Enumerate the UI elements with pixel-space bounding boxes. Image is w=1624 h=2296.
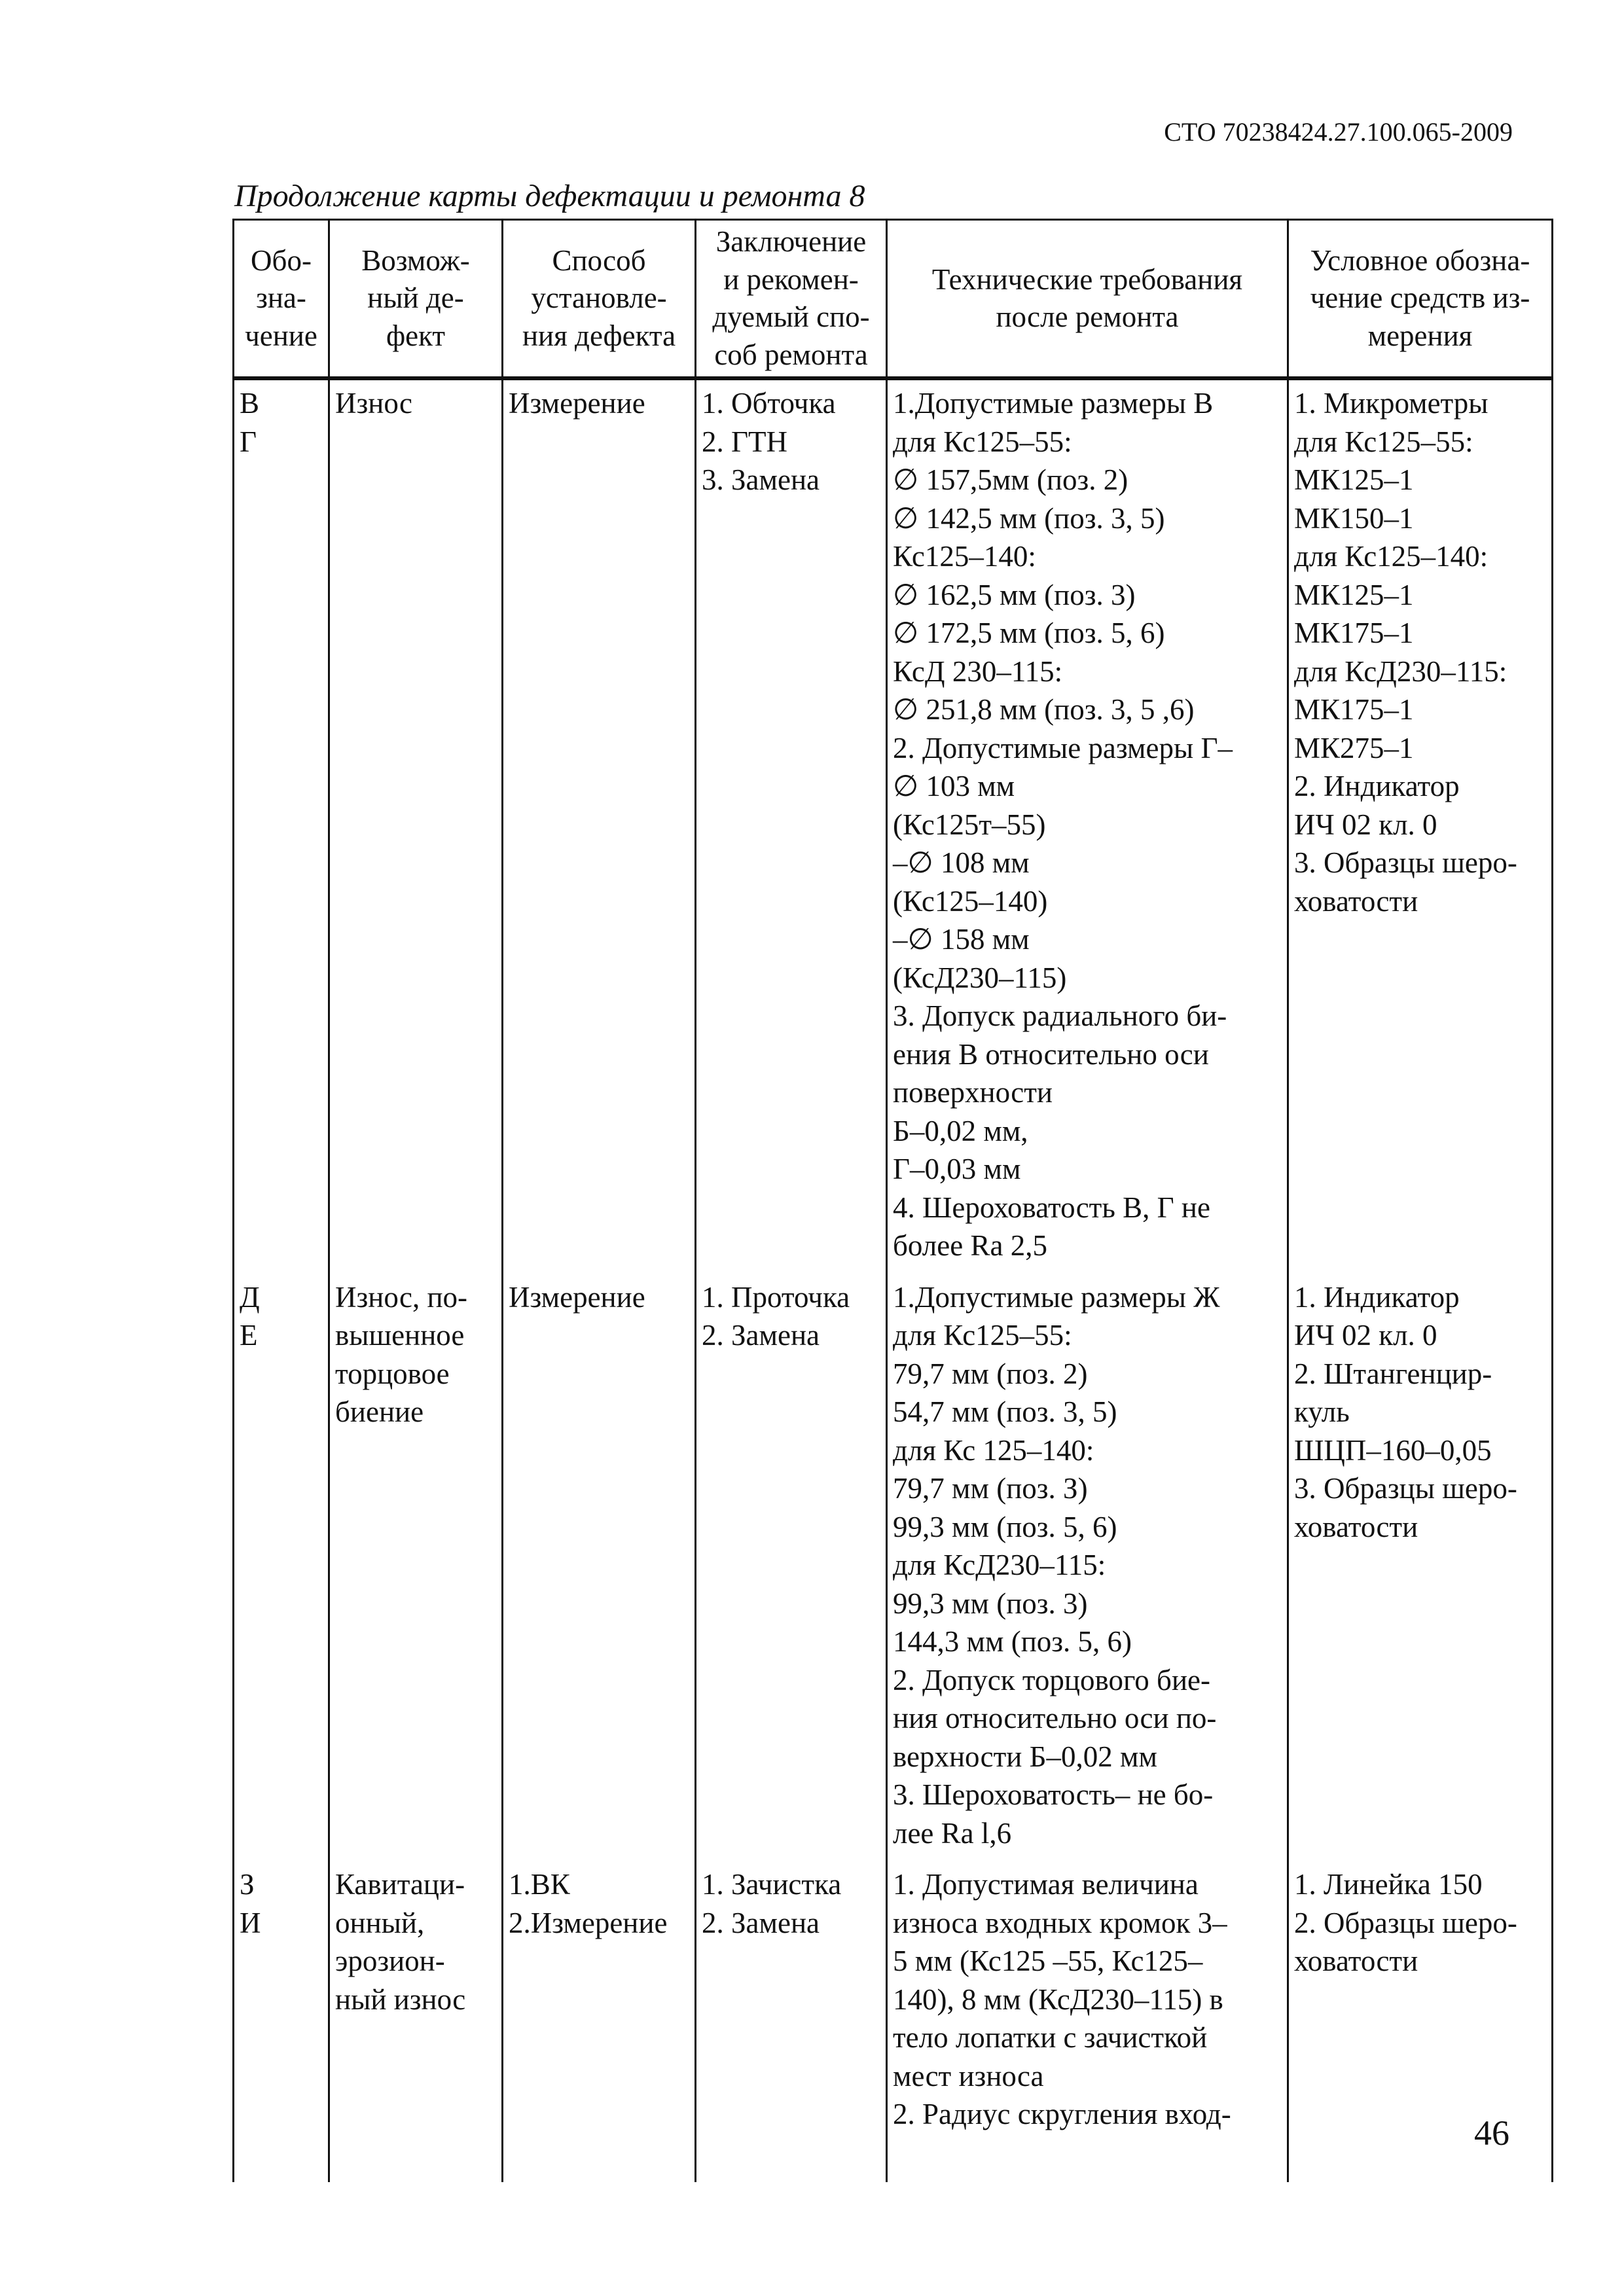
requirements-text-line: более Ra 2,5 (893, 1229, 1047, 1263)
requirements-text-line: тело лопатки с зачисткой (893, 2021, 1208, 2054)
header-conclusion-line: соб ремонта (714, 338, 868, 371)
table-caption: Продолжение карты дефектации и ремонта 8 (234, 179, 865, 213)
cell-conclusion (696, 1274, 887, 1862)
requirements-text-line: 2. Допуск торцового бие- (893, 1663, 1210, 1696)
conclusion-text-line: 2. Замена (702, 1906, 820, 1939)
instruments-text-line: ШЦП–160–0,05 (1294, 1433, 1492, 1467)
header-method-line: ния дефекта (522, 319, 676, 352)
requirements-text-line: КсД 230–115: (893, 655, 1063, 688)
cell-requirements (887, 1274, 1288, 1862)
defect-text-line: Кавитаци- (335, 1868, 465, 1901)
requirements-text-line: ∅ 162,5 мм (поз. 3) (893, 578, 1136, 611)
cell-instruments (1288, 1274, 1553, 1862)
requirements-text-line: 79,7 мм (поз. 2) (893, 1357, 1088, 1390)
conclusion-text-line: 1. Обточка (702, 387, 836, 420)
defect-text-line: Износ, по- (335, 1280, 468, 1314)
cell-conclusion (696, 378, 887, 1274)
header-defect-line: фект (386, 319, 446, 352)
requirements-text-line: (Кс125–140) (893, 884, 1048, 918)
header-designation-line: чение (245, 319, 317, 352)
requirements-text-line: для КсД230–115: (893, 1549, 1106, 1582)
header-designation (234, 220, 329, 379)
method-text-line: Измерение (509, 1280, 645, 1314)
requirements-text-line: ния относительно оси по- (893, 1702, 1217, 1735)
requirements-text-line: (КсД230–115) (893, 961, 1067, 994)
header-method (503, 220, 696, 379)
instruments-text-line: МК125–1 (1294, 463, 1414, 497)
defect-text-line: вышенное (335, 1319, 465, 1352)
requirements-text-line: лее Ra l,6 (893, 1816, 1012, 1850)
header-requirements-line: Технические требования (931, 262, 1243, 296)
instruments-text-line: 1. Линейка 150 (1294, 1868, 1483, 1901)
requirements-text-line: 3. Шероховатость– не бо- (893, 1778, 1214, 1812)
document-code: СТО 70238424.27.100.065-2009 (1164, 117, 1513, 147)
instruments-text-line: МК275–1 (1294, 731, 1414, 764)
header-method-line: установле- (531, 281, 667, 315)
requirements-text-line: (Кс125т–55) (893, 808, 1046, 841)
header-instruments-line: мерения (1367, 319, 1473, 352)
cell-requirements (887, 1861, 1288, 2143)
requirements-text-line: ∅ 251,8 мм (поз. 3, 5 ,6) (893, 693, 1195, 726)
requirements-text-line: 5 мм (Кс125 –55, Кс125– (893, 1945, 1203, 1978)
cell-requirements (887, 378, 1288, 1274)
method-text-line: 1.ВК (509, 1868, 570, 1901)
table-row (234, 1274, 1553, 1862)
requirements-text-line: для Кс125–55: (893, 425, 1072, 458)
conclusion-text-line: 2. Замена (702, 1319, 820, 1352)
requirements-text-line: Кс125–140: (893, 540, 1036, 573)
instruments-text-line: ховатости (1294, 1510, 1418, 1543)
requirements-text-line: мест износа (893, 2059, 1044, 2092)
header-instruments (1288, 220, 1553, 379)
requirements-text-line: износа входных кромок 3– (893, 1906, 1227, 1939)
requirements-text-line: 1.Допустимые размеры Ж (893, 1280, 1220, 1314)
header-method-line: Способ (552, 243, 646, 277)
requirements-text-line: поверхности (893, 1076, 1053, 1109)
table-row (234, 1861, 1553, 2143)
header-requirements (887, 220, 1288, 379)
designation-text-line: И (240, 1906, 261, 1939)
requirements-text-line: 144,3 мм (поз. 5, 6) (893, 1625, 1132, 1659)
requirements-text-line: верхности Б–0,02 мм (893, 1740, 1157, 1773)
header-defect-line: Возмож- (361, 243, 470, 277)
instruments-text-line: для Кс125–140: (1294, 540, 1489, 573)
header-conclusion-line: дуемый спо- (712, 300, 870, 334)
instruments-text-line: ИЧ 02 кл. 0 (1294, 1319, 1437, 1352)
table-continuation (234, 2143, 1553, 2182)
instruments-text-line: для КсД230–115: (1294, 655, 1507, 688)
cell-designation (234, 378, 329, 1274)
cell-designation (234, 1274, 329, 1862)
page-number: 46 (1474, 2113, 1509, 2153)
requirements-text-line: для Кс125–55: (893, 1319, 1072, 1352)
defect-text-line: биение (335, 1395, 424, 1429)
instruments-text-line: 2. Индикатор (1294, 770, 1460, 803)
header-instruments-line: чение средств из- (1310, 281, 1530, 315)
cell-defect (329, 378, 503, 1274)
requirements-text-line: ∅ 103 мм (893, 770, 1015, 803)
header-defect (329, 220, 503, 379)
requirements-text-line: 1. Допустимая величина (893, 1868, 1199, 1901)
instruments-text-line: 3. Образцы шеро- (1294, 1472, 1517, 1505)
instruments-text-line: 1. Индикатор (1294, 1280, 1460, 1314)
designation-text-line: Г (240, 425, 257, 458)
instruments-text-line: МК150–1 (1294, 501, 1414, 535)
cell-defect (329, 1861, 503, 2143)
requirements-text-line: 3. Допуск радиального би- (893, 999, 1227, 1033)
cell-instruments (1288, 378, 1553, 1274)
method-text-line: Измерение (509, 387, 645, 420)
instruments-text-line: для Кс125–55: (1294, 425, 1473, 458)
requirements-text-line: 2. Допустимые размеры Г– (893, 731, 1233, 764)
designation-text-line: Д (240, 1280, 260, 1314)
designation-text-line: В (240, 387, 260, 420)
requirements-text-line: ения В относительно оси (893, 1037, 1209, 1071)
instruments-text-line: ховатости (1294, 884, 1418, 918)
requirements-text-line: Б–0,02 мм, (893, 1114, 1028, 1147)
table-row (234, 378, 1553, 1274)
instruments-text-line: 1. Микрометры (1294, 387, 1489, 420)
requirements-text-line: 99,3 мм (поз. 5, 6) (893, 1510, 1117, 1543)
requirements-text-line: 1.Допустимые размеры В (893, 387, 1214, 420)
defect-text-line: Износ (335, 387, 412, 420)
requirements-text-line: 2. Радиус скругления вход- (893, 2098, 1231, 2131)
header-conclusion (696, 220, 887, 379)
cell-method (503, 1274, 696, 1862)
instruments-text-line: 3. Образцы шеро- (1294, 846, 1517, 880)
table-header-row (234, 220, 1553, 379)
header-conclusion-line: и рекомен- (723, 262, 859, 296)
cell-method (503, 1861, 696, 2143)
defect-repair-table (232, 219, 1553, 2182)
designation-text-line: Е (240, 1319, 258, 1352)
instruments-text-line: ховатости (1294, 1945, 1418, 1978)
requirements-text-line: 4. Шероховатость В, Г не (893, 1191, 1210, 1224)
instruments-text-line: ИЧ 02 кл. 0 (1294, 808, 1437, 841)
cell-defect (329, 1274, 503, 1862)
instruments-text-line: МК175–1 (1294, 693, 1414, 726)
header-instruments-line: Условное обозна- (1310, 243, 1530, 277)
cell-conclusion (696, 1861, 887, 2143)
defect-text-line: онный, (335, 1906, 425, 1939)
requirements-text-line: –∅ 108 мм (893, 846, 1030, 880)
requirements-text-line: Г–0,03 мм (893, 1153, 1021, 1186)
conclusion-text-line: 2. ГТН (702, 425, 788, 458)
cell-method (503, 378, 696, 1274)
header-requirements-line: после ремонта (996, 300, 1179, 334)
defect-text-line: ный износ (335, 1982, 466, 2016)
instruments-text-line: МК125–1 (1294, 578, 1414, 611)
header-conclusion-line: Заключение (715, 225, 867, 258)
method-text-line: 2.Измерение (509, 1906, 668, 1939)
requirements-text-line: –∅ 158 мм (893, 923, 1030, 956)
requirements-text-line: ∅ 142,5 мм (поз. 3, 5) (893, 501, 1165, 535)
requirements-text-line: ∅ 172,5 мм (поз. 5, 6) (893, 617, 1165, 650)
requirements-text-line: 79,7 мм (поз. З) (893, 1472, 1088, 1505)
designation-text-line: З (240, 1868, 255, 1901)
instruments-text-line: 2. Образцы шеро- (1294, 1906, 1517, 1939)
requirements-text-line: 54,7 мм (поз. 3, 5) (893, 1395, 1117, 1429)
cell-instruments (1288, 1861, 1553, 2143)
conclusion-text-line: 1. Проточка (702, 1280, 850, 1314)
cell-designation (234, 1861, 329, 2143)
conclusion-text-line: 1. Зачистка (702, 1868, 842, 1901)
defect-text-line: эрозион- (335, 1945, 445, 1978)
header-designation-line: Обо- (251, 243, 312, 277)
instruments-text-line: 2. Штангенцир- (1294, 1357, 1492, 1390)
conclusion-text-line: 3. Замена (702, 463, 820, 497)
requirements-text-line: для Кс 125–140: (893, 1433, 1094, 1467)
instruments-text-line: куль (1294, 1395, 1350, 1429)
header-designation-line: зна- (256, 281, 306, 315)
requirements-text-line: 140), 8 мм (КсД230–115) в (893, 1982, 1223, 2016)
requirements-text-line: ∅ 157,5мм (поз. 2) (893, 463, 1128, 497)
header-defect-line: ный де- (367, 281, 464, 315)
defect-text-line: торцовое (335, 1357, 450, 1390)
requirements-text-line: 99,3 мм (поз. 3) (893, 1587, 1088, 1620)
instruments-text-line: МК175–1 (1294, 617, 1414, 650)
